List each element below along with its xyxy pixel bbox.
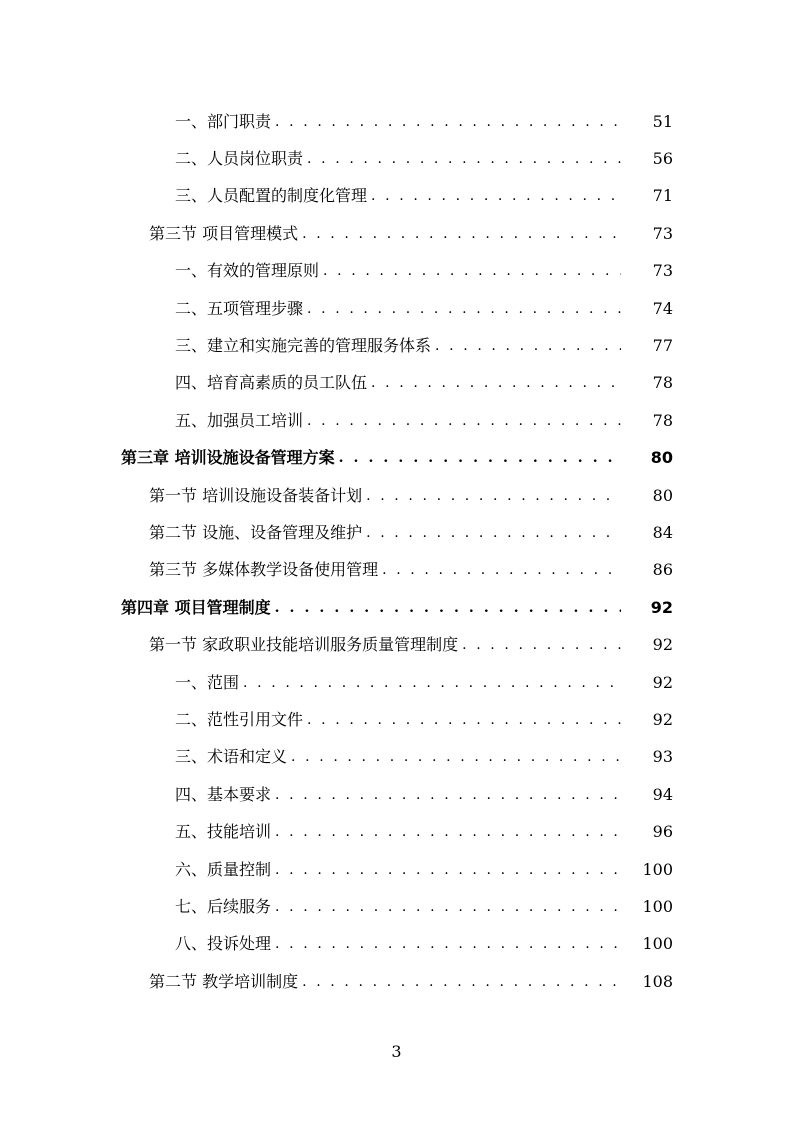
toc-dot-leader bbox=[275, 934, 621, 954]
toc-entry[interactable] bbox=[0, 440, 793, 477]
toc-dot-leader bbox=[307, 299, 621, 319]
toc-entry-title: 三、建立和实施完善的管理服务体系 bbox=[175, 336, 432, 356]
toc-dot-leader bbox=[302, 972, 621, 992]
toc-entry-title: 一、部门职责 bbox=[175, 111, 272, 131]
toc-dot-leader bbox=[275, 897, 621, 917]
toc-entry-page: 74 bbox=[652, 298, 673, 318]
toc-entry-page: 84 bbox=[652, 522, 673, 542]
toc-entry[interactable] bbox=[0, 664, 793, 701]
toc-entry[interactable] bbox=[0, 215, 793, 252]
toc-entry[interactable] bbox=[0, 963, 793, 1000]
toc-entry[interactable] bbox=[0, 402, 793, 439]
toc-entry-title: 第二节 教学培训制度 bbox=[149, 971, 299, 991]
toc-entry-page: 100 bbox=[642, 859, 673, 879]
toc-entry-title: 一、范围 bbox=[175, 672, 240, 692]
toc-entry[interactable] bbox=[0, 103, 793, 140]
toc-entry-title: 二、范性引用文件 bbox=[175, 709, 304, 729]
toc-entry[interactable] bbox=[0, 926, 793, 963]
toc-entry-title: 五、技能培训 bbox=[175, 822, 272, 842]
toc-dot-leader bbox=[291, 747, 621, 767]
toc-entry[interactable] bbox=[0, 552, 793, 589]
toc-entry-page: 80 bbox=[650, 448, 673, 468]
toc-entry-title: 四、培育高素质的员工队伍 bbox=[175, 373, 368, 393]
toc-entry-title: 三、术语和定义 bbox=[175, 747, 288, 767]
toc-dot-leader bbox=[243, 673, 621, 693]
toc-dot-leader bbox=[307, 411, 621, 431]
toc-dot-leader bbox=[339, 448, 621, 468]
toc-dot-leader bbox=[275, 860, 621, 880]
toc-entry-title: 七、后续服务 bbox=[175, 896, 272, 916]
toc-entry-title: 三、人员配置的制度化管理 bbox=[175, 186, 368, 206]
toc-dot-leader bbox=[435, 336, 621, 356]
toc-entry[interactable] bbox=[0, 739, 793, 776]
toc-dot-leader bbox=[307, 149, 621, 169]
toc-entry-page: 92 bbox=[650, 597, 673, 617]
toc-entry-title: 六、质量控制 bbox=[175, 859, 272, 879]
toc-dot-leader bbox=[275, 598, 621, 618]
toc-entry-page: 100 bbox=[642, 934, 673, 954]
toc-dot-leader bbox=[302, 224, 621, 244]
toc-entry-page: 51 bbox=[652, 111, 673, 131]
toc-dot-leader bbox=[366, 486, 621, 506]
toc-dot-leader bbox=[275, 822, 621, 842]
toc-entry[interactable] bbox=[0, 178, 793, 215]
toc-entry[interactable] bbox=[0, 776, 793, 813]
toc-entry[interactable] bbox=[0, 701, 793, 738]
toc-dot-leader bbox=[307, 710, 621, 730]
toc-dot-leader bbox=[382, 560, 621, 580]
toc-entry-page: 78 bbox=[652, 410, 673, 430]
toc-entry-page: 92 bbox=[652, 635, 673, 655]
toc-entry-title: 第一节 家政职业技能培训服务质量管理制度 bbox=[149, 635, 459, 655]
toc-entry-page: 56 bbox=[652, 149, 673, 169]
toc-entry-title: 第四章 项目管理制度 bbox=[121, 597, 271, 617]
toc-entry-title: 第二节 设施、设备管理及维护 bbox=[149, 522, 363, 542]
toc-entry-page: 94 bbox=[652, 784, 673, 804]
toc-entry[interactable] bbox=[0, 327, 793, 364]
toc-entry-title: 二、五项管理步骤 bbox=[175, 298, 304, 318]
toc-entry[interactable] bbox=[0, 851, 793, 888]
toc-entry-page: 71 bbox=[652, 186, 673, 206]
toc-entry-title: 二、人员岗位职责 bbox=[175, 149, 304, 169]
toc-entry-page: 92 bbox=[652, 672, 673, 692]
toc-entry[interactable] bbox=[0, 365, 793, 402]
toc-dot-leader bbox=[366, 523, 621, 543]
toc-dot-leader bbox=[462, 635, 621, 655]
toc-entry-page: 92 bbox=[652, 709, 673, 729]
toc-entry-page: 78 bbox=[652, 373, 673, 393]
toc-entry[interactable] bbox=[0, 253, 793, 290]
page-number: 3 bbox=[391, 1042, 402, 1061]
toc-entry-page: 86 bbox=[652, 560, 673, 580]
toc-entry[interactable] bbox=[0, 477, 793, 514]
toc-entry-page: 93 bbox=[652, 747, 673, 767]
toc-dot-leader bbox=[371, 186, 621, 206]
toc-dot-leader bbox=[275, 112, 621, 132]
toc-entry-page: 73 bbox=[652, 223, 673, 243]
toc-entry-page: 77 bbox=[652, 336, 673, 356]
toc-entry-title: 八、投诉处理 bbox=[175, 934, 272, 954]
toc-entry-page: 100 bbox=[642, 896, 673, 916]
toc-entry-page: 96 bbox=[652, 822, 673, 842]
toc-entry[interactable] bbox=[0, 589, 793, 626]
toc-entry-title: 一、有效的管理原则 bbox=[175, 261, 320, 281]
toc-entry-title: 第三节 项目管理模式 bbox=[149, 223, 299, 243]
toc-dot-leader bbox=[275, 785, 621, 805]
toc-entry[interactable] bbox=[0, 290, 793, 327]
toc-entry[interactable] bbox=[0, 140, 793, 177]
toc-entry-page: 80 bbox=[652, 485, 673, 505]
toc-entry[interactable] bbox=[0, 813, 793, 850]
toc-entry-title: 四、基本要求 bbox=[175, 784, 272, 804]
toc-entry-title: 第一节 培训设施设备装备计划 bbox=[149, 485, 363, 505]
table-of-contents bbox=[0, 103, 793, 1000]
toc-entry-title: 五、加强员工培训 bbox=[175, 410, 304, 430]
toc-dot-leader bbox=[323, 261, 621, 281]
toc-entry-title: 第三章 培训设施设备管理方案 bbox=[121, 448, 335, 468]
toc-entry-page: 73 bbox=[652, 261, 673, 281]
toc-entry-page: 108 bbox=[642, 971, 673, 991]
toc-entry[interactable] bbox=[0, 514, 793, 551]
toc-entry-title: 第三节 多媒体教学设备使用管理 bbox=[149, 560, 379, 580]
toc-entry[interactable] bbox=[0, 888, 793, 925]
toc-dot-leader bbox=[371, 373, 621, 393]
toc-entry[interactable] bbox=[0, 626, 793, 663]
